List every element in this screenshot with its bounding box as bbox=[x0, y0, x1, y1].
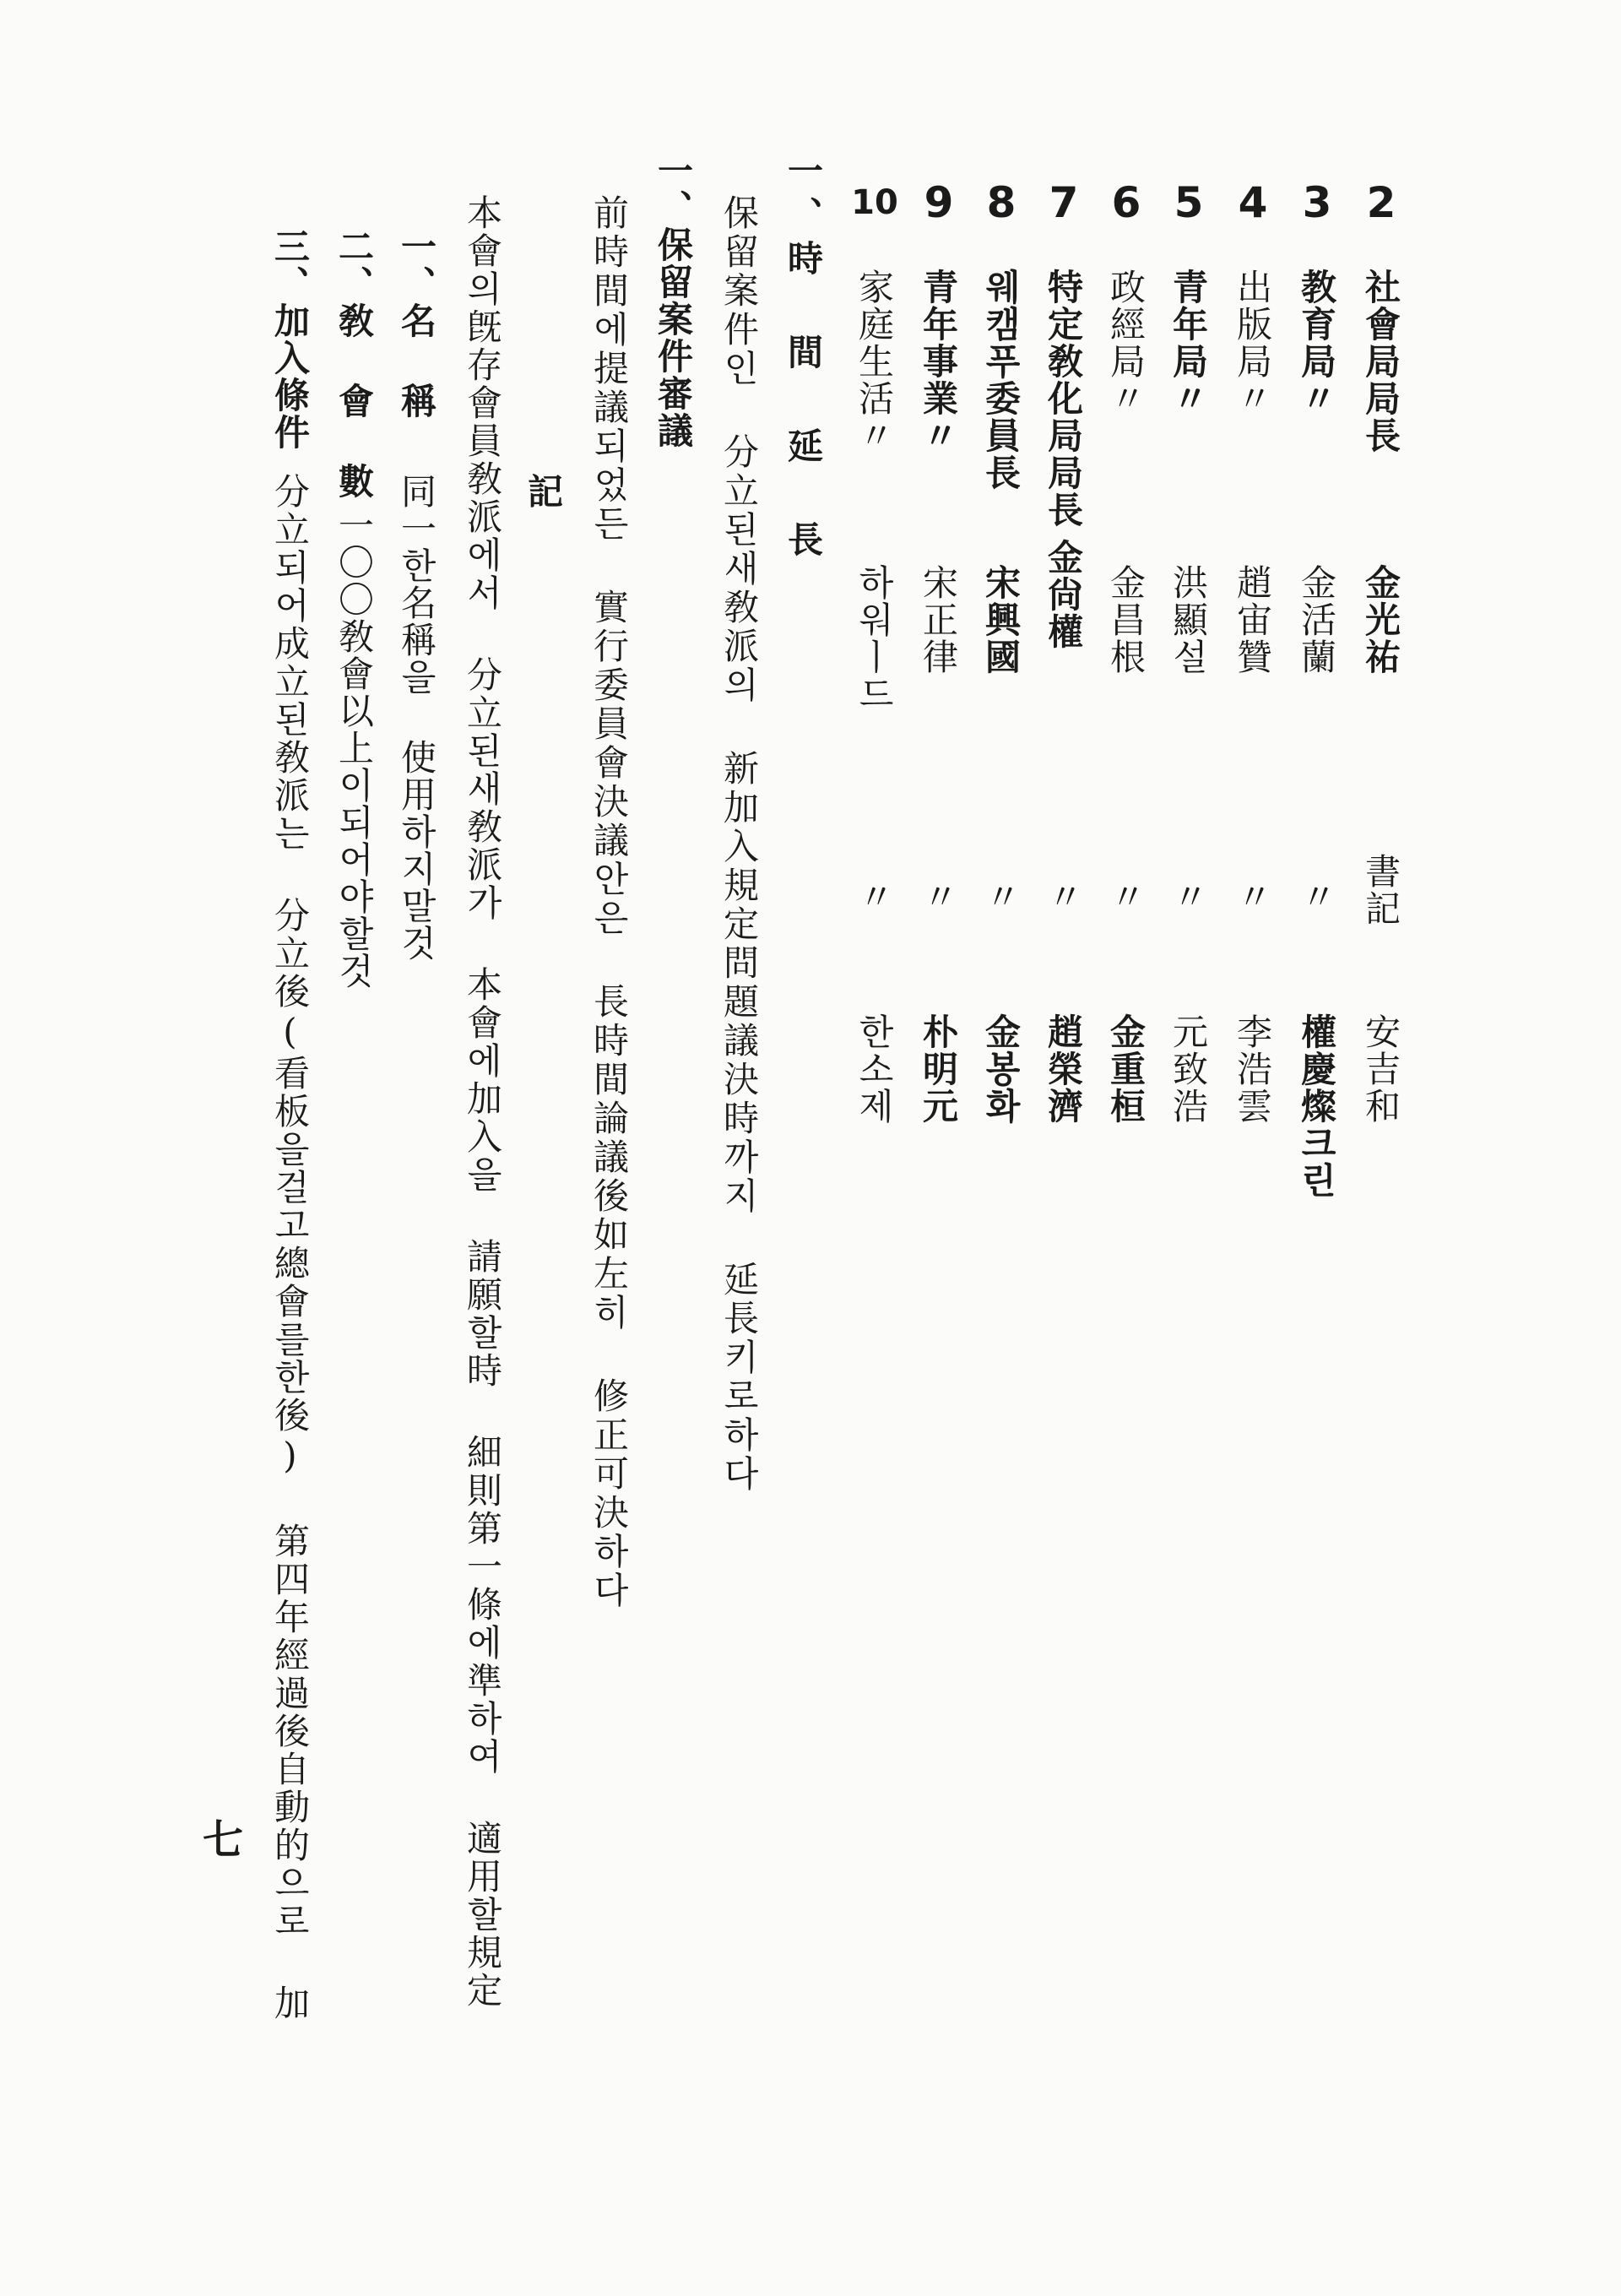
time-extension-heading: 一、時 間 延 長 bbox=[783, 152, 824, 565]
rule-item-text: 一〇〇敎會以上이되어야할것 bbox=[333, 507, 375, 990]
rule-item-text: 同一한名稱을 使用하지말것 bbox=[396, 473, 437, 962]
time-extension-text: 保留案件인 分立된새敎派의 新加入規定問題議決時까지 延長키로하다 bbox=[718, 194, 760, 1494]
roster-number: 8 bbox=[986, 178, 1017, 227]
roster-number: 9 bbox=[924, 178, 954, 227]
roster-number: 2 bbox=[1366, 178, 1396, 227]
roster-name: 金昌根 bbox=[1105, 564, 1147, 676]
roster-number: 3 bbox=[1302, 178, 1332, 227]
pending-text: 前時間에提議되었든 實行委員會決議안은 長時間論議後如左히 修正可決하다 bbox=[588, 194, 630, 1610]
roster-role: 〃 bbox=[1296, 878, 1337, 915]
roster-number: 10 bbox=[851, 183, 898, 222]
roster-role: 〃 bbox=[918, 878, 959, 915]
roster-position: 政經局〃 bbox=[1105, 269, 1147, 417]
roster-number: 7 bbox=[1049, 178, 1079, 227]
record-label: 記 bbox=[523, 473, 564, 510]
roster-role: 〃 bbox=[1232, 878, 1273, 915]
rule-item-label: 一、名 稱 bbox=[396, 228, 437, 420]
roster-position: 社會局局長 bbox=[1360, 269, 1401, 454]
roster-secretary: 李浩雲 bbox=[1232, 1013, 1273, 1125]
roster-position: 青年事業〃 bbox=[918, 269, 959, 454]
roster-secretary: 趙榮濟 bbox=[1043, 1013, 1084, 1125]
rule-item-label: 二、敎 會 數 bbox=[333, 228, 375, 500]
roster-role: 〃 bbox=[1105, 878, 1147, 915]
roster-role: 〃 bbox=[1043, 878, 1084, 915]
rule-item-label: 三、加入條件 bbox=[269, 228, 311, 451]
roster-secretary: 金봉화 bbox=[980, 1013, 1022, 1125]
roster-position: 教育局〃 bbox=[1296, 269, 1337, 417]
rule-intro: 本會의旣存會員敎派에서 分立된새敎派가 本會에加入을 請願할時 細則第一條에準하여 適用할規定 bbox=[462, 194, 503, 2010]
roster-name: 金光祐 bbox=[1360, 564, 1401, 676]
pending-heading: 一、保留案件審議 bbox=[653, 152, 694, 449]
roster-secretary: 權慶燦크린 bbox=[1296, 1013, 1337, 1199]
roster-role: 〃 bbox=[1168, 878, 1209, 915]
roster-name: 宋正律 bbox=[918, 564, 959, 676]
roster-position: 家庭生活〃 bbox=[854, 269, 895, 454]
roster-secretary: 安吉和 bbox=[1360, 1013, 1401, 1125]
roster-position: 웨캠푸委員長 bbox=[980, 269, 1022, 491]
roster-position: 出版局〃 bbox=[1232, 269, 1273, 417]
roster-position: 特定敎化局局長 bbox=[1043, 269, 1084, 529]
roster-position: 青年局〃 bbox=[1168, 269, 1209, 417]
roster-secretary: 朴明元 bbox=[918, 1013, 959, 1125]
page-number: 七 bbox=[203, 1816, 244, 1864]
roster-role: 〃 bbox=[854, 878, 895, 915]
roster-secretary: 元致浩 bbox=[1168, 1013, 1209, 1125]
roster-name: 金活蘭 bbox=[1296, 564, 1337, 676]
roster-name: 金尙權 bbox=[1043, 539, 1084, 650]
roster-role: 書記 bbox=[1360, 853, 1401, 927]
roster-name: 하워ㅣ드 bbox=[854, 564, 895, 713]
roster-name: 宋興國 bbox=[980, 564, 1022, 676]
roster-number: 5 bbox=[1174, 178, 1204, 227]
roster-number: 6 bbox=[1111, 178, 1141, 227]
roster-secretary: 한소제 bbox=[854, 1013, 895, 1125]
roster-name: 趙宙贊 bbox=[1232, 564, 1273, 676]
roster-name: 洪顯설 bbox=[1168, 564, 1209, 676]
roster-secretary: 金重桓 bbox=[1105, 1013, 1147, 1125]
rule-item-text: 分立되어成立된敎派는 分立後(看板을걸고總會를한後) 第四年經過後自動的으로 加 bbox=[269, 473, 311, 2022]
roster-role: 〃 bbox=[980, 878, 1022, 915]
roster-number: 4 bbox=[1238, 178, 1268, 227]
